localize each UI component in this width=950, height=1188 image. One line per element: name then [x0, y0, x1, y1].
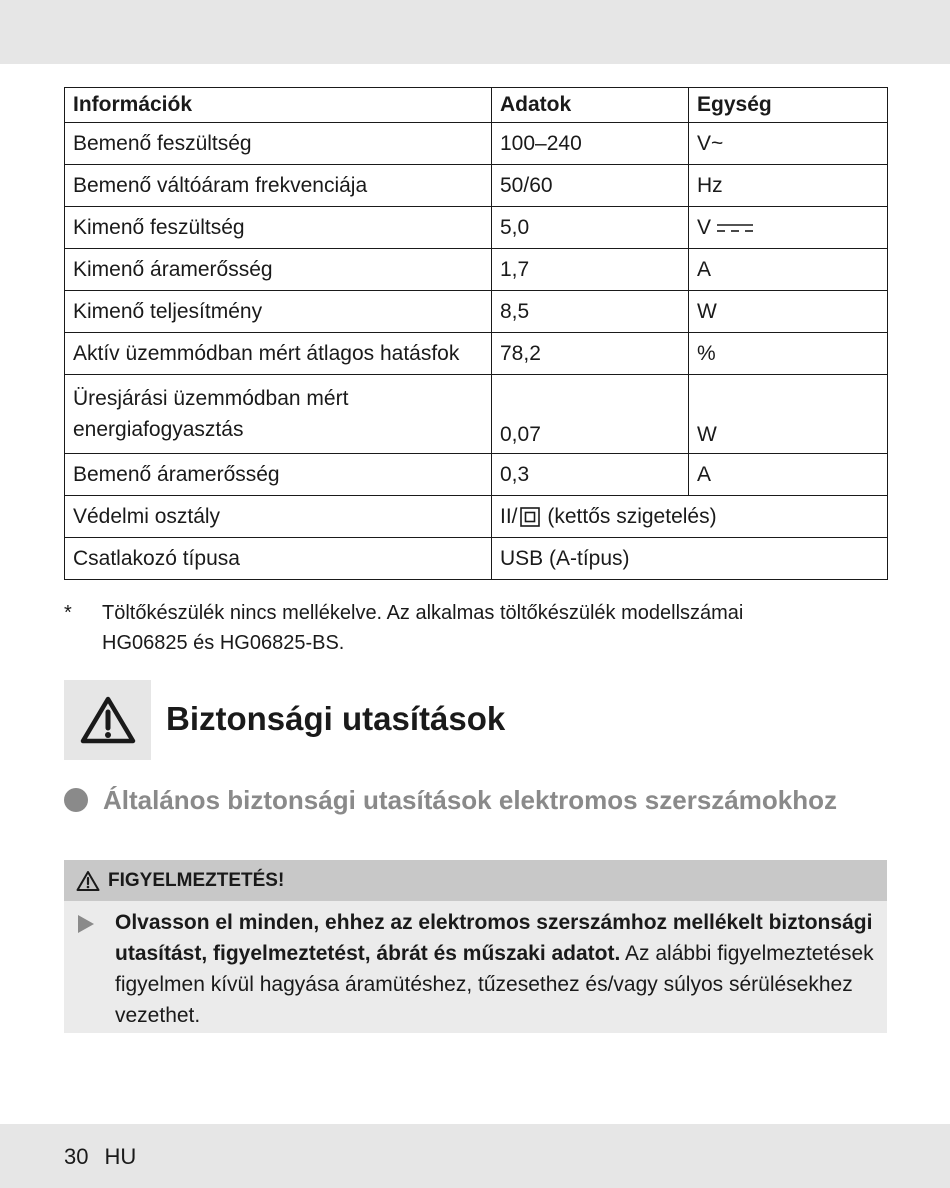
protection-class-suffix: (kettős szigetelés)	[541, 504, 717, 528]
column-header-info: Információk	[65, 88, 492, 123]
footnote-text: Töltőkészülék nincs mellékelve. Az alkalmas töltőkészülék modellszámai HG06825 és HG06825-BS.	[102, 602, 744, 654]
cell-info	[65, 375, 492, 454]
cell-info: Aktív üzemmódban mért átlagos hatásfok	[65, 333, 492, 375]
table-row	[65, 207, 888, 249]
top-band	[0, 0, 950, 64]
cell-unit: W	[689, 291, 888, 333]
cell-info-line: energiafogyasztás	[73, 418, 244, 441]
cell-data: 78,2	[492, 333, 689, 375]
subsection-title: Általános biztonsági utasítások elektromos szerszámokhoz	[103, 785, 837, 815]
cell-data: 5,0	[492, 207, 689, 249]
table-row	[65, 123, 888, 165]
warning-text: Az alábbi figyelmeztetések figyelmen kívül hagyása áramütéshez, tűzesethez és/vagy súlyos sérülésekhez vezethet.	[115, 942, 874, 1027]
warning-header	[64, 860, 887, 901]
double-insulation-icon	[520, 507, 540, 527]
language-code: HU	[104, 1144, 137, 1169]
specifications-table	[64, 87, 888, 580]
cell-info: Kimenő feszültség	[65, 207, 492, 249]
cell-info-line: Üresjárási üzemmódban mért	[73, 387, 349, 410]
cell-info: Védelmi osztály	[65, 496, 492, 538]
warning-triangle-icon	[79, 695, 137, 745]
table-row	[65, 291, 888, 333]
warning-body	[64, 901, 887, 1033]
cell-unit: %	[689, 333, 888, 375]
table-row	[65, 333, 888, 375]
direct-current-icon	[715, 221, 755, 235]
page-footer	[64, 1144, 152, 1170]
cell-unit	[689, 207, 888, 249]
table-row	[65, 454, 888, 496]
page-number: 30	[64, 1144, 89, 1169]
cell-unit: A	[689, 249, 888, 291]
table-row	[65, 375, 888, 454]
cell-data: 0,3	[492, 454, 689, 496]
footnote	[64, 598, 824, 658]
section-warning-box	[64, 680, 151, 760]
cell-data: 8,5	[492, 291, 689, 333]
table-row	[65, 496, 888, 538]
cell-unit: A	[689, 454, 888, 496]
subsection-heading	[64, 782, 887, 818]
protection-class-prefix: II/	[500, 504, 518, 528]
cell-info: Bemenő feszültség	[65, 123, 492, 165]
cell-data: 1,7	[492, 249, 689, 291]
column-header-unit: Egység	[689, 88, 888, 123]
warning-triangle-icon	[76, 870, 100, 892]
play-arrow-icon	[77, 914, 95, 934]
cell-data: USB (A-típus)	[492, 538, 888, 580]
footnote-marker: *	[64, 602, 72, 624]
cell-info: Csatlakozó típusa	[65, 538, 492, 580]
section-title: Biztonsági utasítások	[166, 700, 506, 737]
cell-info: Bemenő váltóáram frekvenciája	[65, 165, 492, 207]
cell-info: Kimenő teljesítmény	[65, 291, 492, 333]
table-header-row	[65, 88, 888, 123]
cell-info: Bemenő áramerősség	[65, 454, 492, 496]
table-row	[65, 538, 888, 580]
cell-unit: Hz	[689, 165, 888, 207]
cell-data	[492, 496, 888, 538]
warning-paragraph	[115, 907, 877, 1031]
table-row	[65, 249, 888, 291]
unit-text: V	[697, 215, 712, 239]
warning-bold-text: Olvasson el minden, ehhez az elektromos szerszámhoz mellékelt biztonsági utasítást, figyelmeztetést, ábrát és műszaki adatot.	[115, 911, 873, 965]
cell-unit: W	[689, 375, 888, 454]
warning-label: FIGYELMEZTETÉS!	[108, 869, 285, 891]
bullet-dot-icon	[64, 788, 88, 812]
cell-data: 50/60	[492, 165, 689, 207]
cell-info: Kimenő áramerősség	[65, 249, 492, 291]
cell-data: 0,07	[492, 375, 689, 454]
cell-unit: V~	[689, 123, 888, 165]
cell-data: 100–240	[492, 123, 689, 165]
column-header-data: Adatok	[492, 88, 689, 123]
table-row	[65, 165, 888, 207]
